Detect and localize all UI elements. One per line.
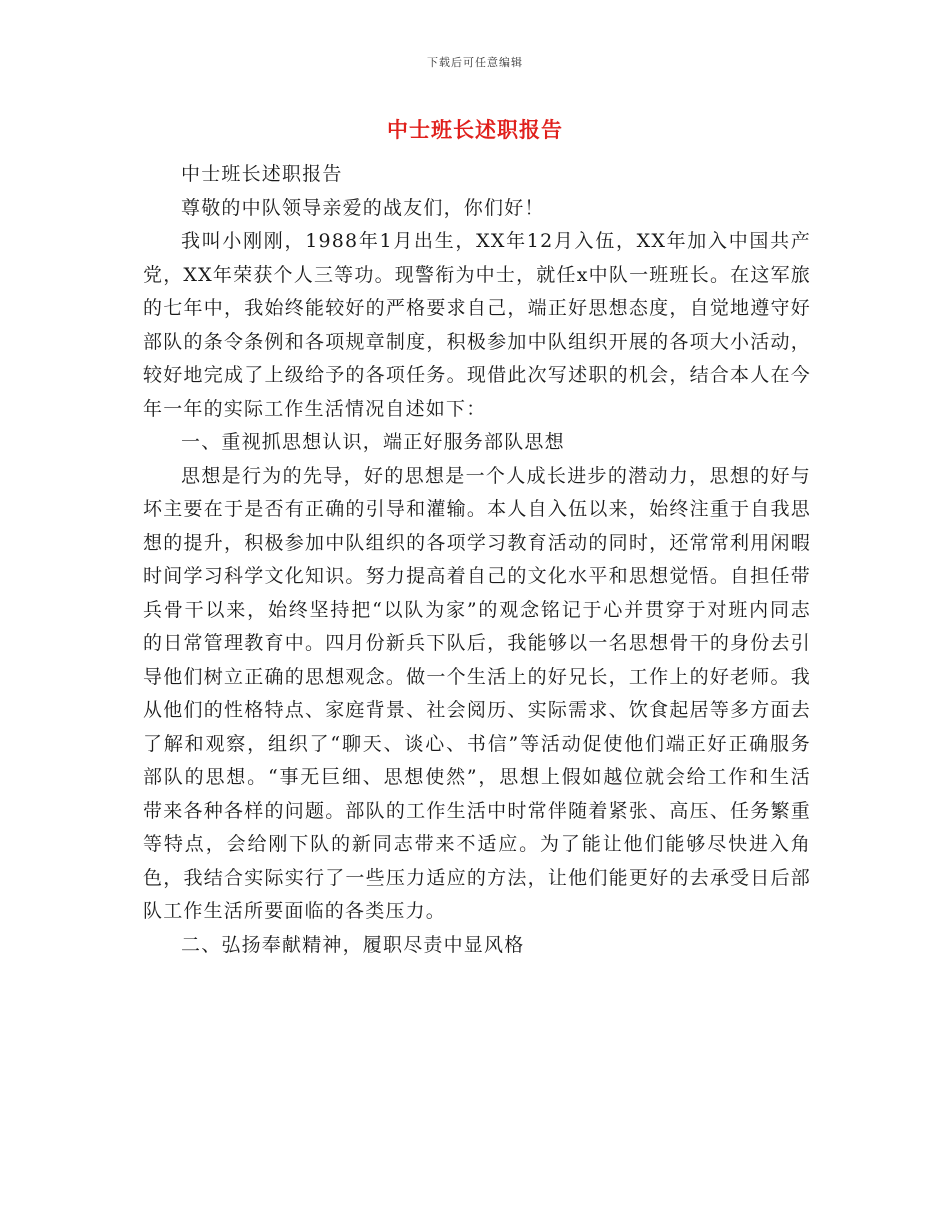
paragraph-introduction: 我叫小刚刚，1988年1月出生，XX年12月入伍，XX年加入中国共产党，XX年荣获个人三等功。现警衔为中士，就任x中队一班班长。在这军旅的七年中，我始终能较好的严格要求自己，端正好思想态度，自觉地遵守好部队的条令条例和各项规章制度，积极参加中队组织开展的各项大小活动，较好地完成了上级给予的各项任务。现借此次写述职的机会，结合本人在今年一年的实际工作生活情况自述如下： [143,230,811,420]
header-note: 下载后可任意编辑 [427,56,523,69]
section-heading-1: 一、重视抓思想认识，端正好服务部队思想 [181,431,565,453]
paragraph-subtitle: 中士班长述职报告 [181,163,343,185]
section-heading-2: 二、弘扬奉献精神，履职尽责中显风格 [181,933,525,956]
document-title: 中士班长述职报告 [387,118,563,142]
paragraph-section-1: 思想是行为的先导，好的思想是一个人成长进步的潜动力，思想的好与坏主要在于是否有正确的引导和灌输。本人自入伍以来，始终注重于自我思想的提升，积极参加中队组织的各项学习教育活动的同时，还常常利用闲暇时间学习科学文化知识。努力提高着自己的文化水平和思想觉悟。自担任带兵骨干以来，始终坚持把“以队为家”的观念铭记于心并贯穿于对班内同志的日常管理教育中。四月份新兵下队后，我能够以一名思想骨干的身份去引导他们树立正确的思想观念。做一个生活上的好兄长，工作上的好老师。我从他们的性格特点、家庭背景、社会阅历、实际需求、饮食起居等多方面去了解和观察，组织了“聊天、谈心、书信”等活动促使他们端正好正确服务部队的思想。“事无巨细、思想使然”，思想上假如越位就会给工作和生活带来各种各样的问题。部队的工作生活中时常伴随着紧张、高压、任务繁重等特点，会给刚下队的新同志带来不适应。为了能让他们能够尽快进入角色，我结合实际实行了一些压力适应的方法，让他们能更好的去承受日后部队工作生活所要面临的各类压力。 [143,464,811,922]
document-body [143,158,811,962]
paragraph-greeting: 尊敬的中队领导亲爱的战友们，你们好！ [181,196,545,219]
